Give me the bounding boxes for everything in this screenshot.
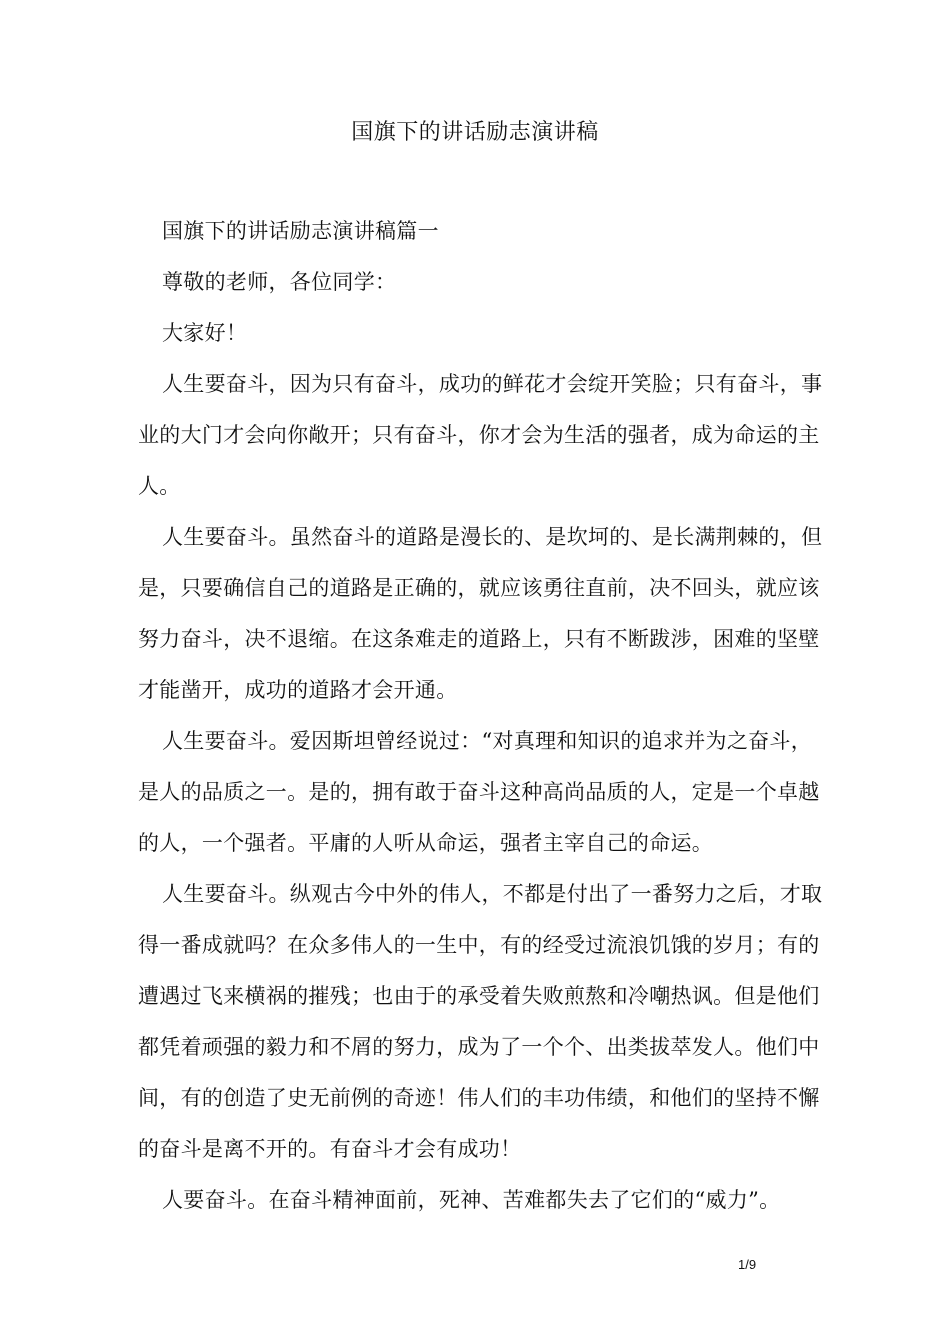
paragraph-salutation: 尊敬的老师，各位同学： bbox=[162, 270, 397, 294]
document-body bbox=[138, 206, 828, 1226]
page-number: 1/9 bbox=[738, 1257, 757, 1272]
document-title: 国旗下的讲话励志演讲稿 bbox=[351, 120, 599, 145]
paragraph-body-5: 人要奋斗。在奋斗精神面前，死神、苦难都失去了它们的“威力”。 bbox=[162, 1188, 781, 1212]
paragraph-greeting: 大家好！ bbox=[162, 321, 248, 345]
paragraph-body-2: 人生要奋斗。虽然奋斗的道路是漫长的、是坎坷的、是长满荆棘的，但是，只要确信自己的道路是正确的，就应该勇往直前，决不回头，就应该努力奋斗，决不退缩。在这条难走的道路上，只有不断跋涉，困难的坚壁才能凿开，成功的道路才会开通。 bbox=[138, 525, 823, 702]
paragraph-body-3: 人生要奋斗。爱因斯坦曾经说过：“对真理和知识的追求并为之奋斗，是人的品质之一。是的，拥有敢于奋斗这种高尚品质的人，定是一个卓越的人，一个强者。平庸的人听从命运，强者主宰自己的命运。 bbox=[138, 729, 820, 855]
paragraph-subtitle: 国旗下的讲话励志演讲稿篇一 bbox=[162, 219, 439, 243]
paragraph-body-1: 人生要奋斗，因为只有奋斗，成功的鲜花才会绽开笑脸；只有奋斗，事业的大门才会向你敞开；只有奋斗，你才会为生活的强者，成为命运的主人。 bbox=[138, 372, 823, 498]
paragraph-body-4: 人生要奋斗。纵观古今中外的伟人，不都是付出了一番努力之后，才取得一番成就吗？在众多伟人的一生中，有的经受过流浪饥饿的岁月；有的遭遇过飞来横祸的摧残；也由于的承受着失败煎熬和冷嘲热讽。但是他们都凭着顽强的毅力和不屑的努力，成为了一个个、出类拔萃发人。他们中间，有的创造了史无前例的奇迹！伟人们的丰功伟绩，和他们的坚持不懈的奋斗是离不开的。有奋斗才会有成功！ bbox=[138, 882, 823, 1161]
